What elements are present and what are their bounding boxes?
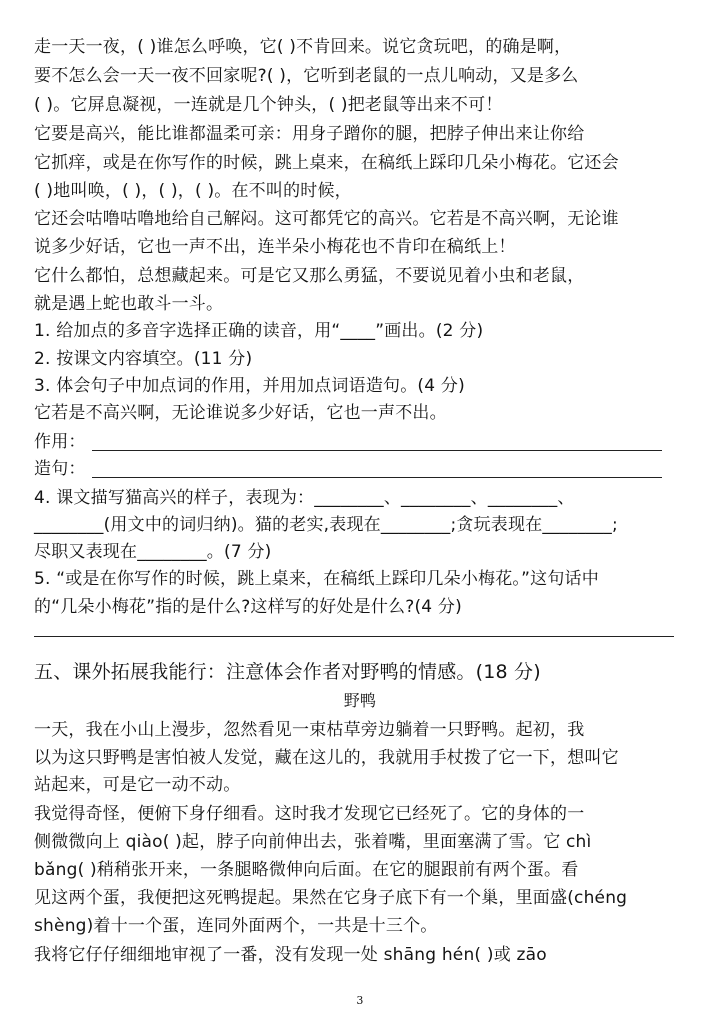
effect-answer-line[interactable] [92,450,662,451]
passage-line: 走一天一夜，( )谁怎么呼唤，它( )不肯回来。说它贪玩吧，的确是啊， [34,37,572,57]
passage-line: 就是遇上蛇也敢斗一斗。 [34,294,224,314]
story-title: 野鸭 [343,691,377,710]
story-line: 以为这只野鸭是害怕被人发觉，藏在这儿的，我就用手杖拨了它一下，想叫它 [34,748,619,768]
question-5-answer-line[interactable] [34,636,674,637]
passage-line: 它要是高兴，能比谁都温柔可亲：用身子蹭你的腿，把脖子伸出来让你给 [34,124,585,144]
passage-line: 说多少好话，它也一声不出，连半朵小梅花也不肯印在稿纸上！ [34,237,516,257]
story-line: 我觉得奇怪，便俯下身仔细看。这时我才发现它已经死了。它的身体的一 [34,804,585,824]
question-5-line: 的“几朵小梅花”指的是什么?这样写的好处是什么?(4 分) [34,597,462,617]
passage-line: 它抓痒，或是在你写作的时候，跳上桌来，在稿纸上踩印几朵小梅花。它还会 [34,153,619,173]
passage-line: ( )地叫唤，( )，( )，( )。在不叫的时候， [34,181,352,201]
question-3: 3. 体会句子中加点词的作用，并用加点词语造句。(4 分) [34,376,465,396]
question-2: 2. 按课文内容填空。(11 分) [34,349,253,369]
passage-line: 要不怎么会一天一夜不回家呢?( )，它听到老鼠的一点儿响动，又是多么 [34,66,579,86]
question-5-line: 5. “或是在你写作的时候，跳上桌来，在稿纸上踩印几朵小梅花。”这句话中 [34,569,599,589]
story-line: 侧微微向上 qiào( )起，脖子向前伸出去，张着嘴，里面塞满了雪。它 chì [34,832,592,852]
section-heading: 五、课外拓展我能行：注意体会作者对野鸭的情感。(18 分) [34,661,541,683]
sentence-label: 造句： [34,459,86,479]
effect-label: 作用： [34,432,86,452]
story-line: 一天，我在小山上漫步，忽然看见一束枯草旁边躺着一只野鸭。起初，我 [34,720,585,740]
passage-line: 它还会咕噜咕噜地给自己解闷。这可都凭它的高兴。它若是不高兴啊，无论谁 [34,209,619,229]
question-4-line: 4. 课文描写猫高兴的样子，表现为：________、________、________、 [34,488,575,508]
story-line: 我将它仔仔细细地审视了一番，没有发现一处 shāng hén( )或 zāo [34,945,547,965]
sentence-answer-line[interactable] [92,477,662,478]
page-number: 3 [356,994,364,1007]
story-line: 站起来，可是它一动不动。 [34,775,241,795]
question-1: 1. 给加点的多音字选择正确的读音，用“____”画出。(2 分) [34,321,484,341]
question-4-line: 尽职又表现在________。(7 分) [34,542,272,562]
question-4-line: ________(用文中的词归纳)。猫的老实,表现在________;贪玩表现在________; [34,515,618,535]
story-line: shèng)着十一个蛋，连同外面两个，一共是十三个。 [34,916,438,936]
passage-line: 它什么都怕，总想藏起来。可是它又那么勇猛，不要说见着小虫和老鼠， [34,266,585,286]
question-3-quote: 它若是不高兴啊，无论谁说多少好话，它也一声不出。 [34,403,447,423]
story-line: 见这两个蛋，我便把这死鸭提起。果然在它身子底下有一个巢，里面盛(chéng [34,888,628,908]
story-line: bǎng( )稍稍张开来，一条腿略微伸向后面。在它的腿跟前有两个蛋。看 [34,860,579,880]
passage-line: ( )。它屏息凝视，一连就是几个钟头，( )把老鼠等出来不可！ [34,95,503,115]
